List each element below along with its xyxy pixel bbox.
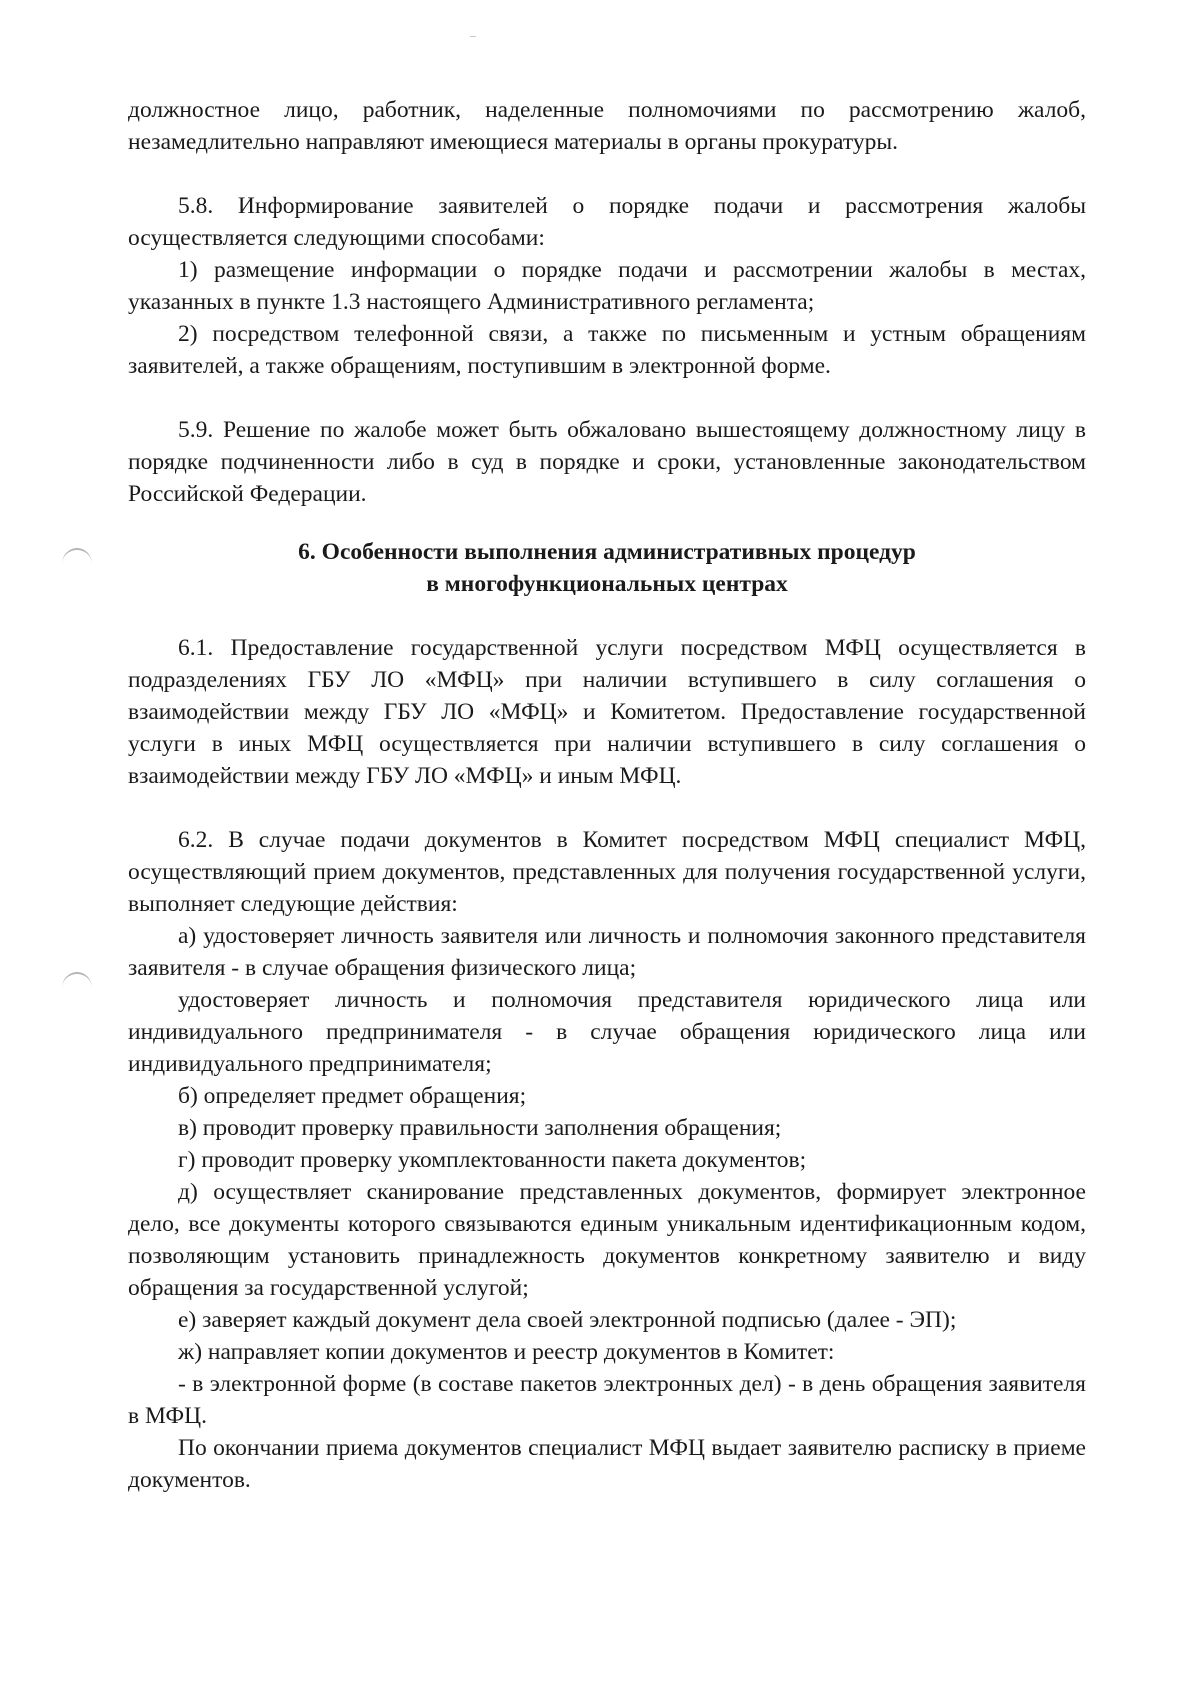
paragraph-intro: должностное лицо, работник, наделенные полномочиями по рассмотрению жалоб, незамедлительно направляют имеющиеся материалы в органы прокуратуры.	[128, 97, 1086, 155]
paragraph-6-2-item-e: е) заверяет каждый документ дела своей электронной подписью (далее - ЭП);	[178, 1307, 957, 1333]
punch-hole-mark-bottom	[62, 972, 92, 988]
paragraph-6-2-item-a-legal: удостоверяет личность и полномочия представителя юридического лица или индивидуального предпринимателя - в случае обращения юридического лица или индивидуального предпринимателя;	[128, 987, 1086, 1077]
paragraph-5-8: 5.8. Информирование заявителей о порядке подачи и рассмотрения жалобы осуществляется следующими способами:	[128, 193, 1086, 251]
paragraph-6-2-item-a: а) удостоверяет личность заявителя или личность и полномочия законного представителя заявителя - в случае обращения физического лица;	[128, 923, 1086, 981]
section-6-heading-line-1: 6. Особенности выполнения административных процедур	[298, 539, 916, 565]
paragraph-6-2-item-b: б) определяет предмет обращения;	[178, 1083, 527, 1109]
paragraph-6-2-item-v: в) проводит проверку правильности заполнения обращения;	[178, 1115, 782, 1141]
document-body	[128, 94, 1086, 1496]
punch-hole-mark-top	[62, 548, 92, 564]
section-6-heading	[128, 536, 1086, 600]
paragraph-5-9: 5.9. Решение по жалобе может быть обжаловано вышестоящему должностному лицу в порядке подчиненности либо в суд в порядке и сроки, установленные законодательством Российской Федерации.	[128, 417, 1086, 507]
paragraph-6-2: 6.2. В случае подачи документов в Комитет посредством МФЦ специалист МФЦ, осуществляющий прием документов, представленных для получения государственной услуги, выполняет следующие действия:	[128, 827, 1086, 917]
paragraph-5-8-item-2: 2) посредством телефонной связи, а также по письменным и устным обращениям заявителей, а также обращениям, поступившим в электронной форме.	[128, 321, 1086, 379]
paragraph-6-2-item-d: д) осуществляет сканирование представленных документов, формирует электронное дело, все документы которого связываются единым уникальным идентификационным кодом, позволяющим установить принадлежность документов конкретному заявителю и виду обращения за государственной услугой;	[128, 1179, 1086, 1301]
paragraph-6-2-item-g: г) проводит проверку укомплектованности пакета документов;	[178, 1147, 807, 1173]
scan-speck	[470, 36, 476, 37]
section-6-heading-line-2: в многофункциональных центрах	[426, 571, 788, 597]
paragraph-6-1: 6.1. Предоставление государственной услуги посредством МФЦ осуществляется в подразделениях ГБУ ЛО «МФЦ» при наличии вступившего в силу соглашения о взаимодействии между ГБУ ЛО «МФЦ» и Комитетом. Предоставление государственной услуги в иных МФЦ осуществляется при наличии вступившего в силу соглашения о взаимодействии между ГБУ ЛО «МФЦ» и иным МФЦ.	[128, 635, 1086, 789]
paragraph-6-2-closing: По окончании приема документов специалист МФЦ выдает заявителю расписку в приеме документов.	[128, 1435, 1086, 1493]
paragraph-6-2-item-zh-electronic: - в электронной форме (в составе пакетов электронных дел) - в день обращения заявителя в МФЦ.	[128, 1371, 1086, 1429]
paragraph-6-2-item-zh: ж) направляет копии документов и реестр документов в Комитет:	[178, 1339, 835, 1365]
paragraph-5-8-item-1: 1) размещение информации о порядке подачи и рассмотрении жалобы в местах, указанных в пункте 1.3 настоящего Административного регламента;	[128, 257, 1086, 315]
